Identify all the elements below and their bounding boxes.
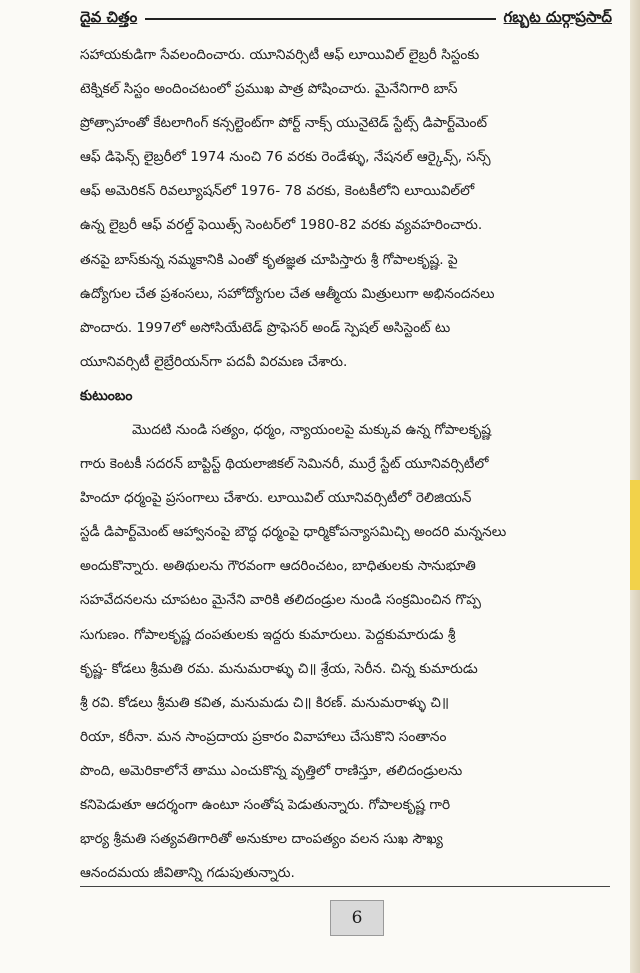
header-author: గబ్బట దుర్గాప్రసాద్ [503, 8, 612, 26]
section-heading-family: కుటుంబం [80, 387, 133, 404]
text-line: ఆనందమయ జీవితాన్ని గడుపుతున్నారు. [80, 865, 295, 882]
text-line: ఆఫ్ డిఫెన్స్ లైబ్రరీలో 1974 నుంచి 76 వరకు రెండేళ్ళు, నేషనల్ ఆర్కైవ్స్, సన్స్ [80, 149, 491, 166]
paragraph-family [80, 413, 612, 890]
text-line: ప్రోత్సాహంతో కేటలాగింగ్ కన్సల్టెంట్‌గా పోర్ట్ నాక్స్ యునైటెడ్ స్టేట్స్ డిపార్ట్‌మెంట్ [80, 115, 488, 132]
footer-rule [80, 886, 610, 887]
text-line: అందుకొన్నారు. అతిథులను గౌరవంగా ఆదరించటం, బాధితులకు సానుభూతి [80, 558, 476, 575]
text-line: కనిపెడుతూ ఆదర్శంగా ఉంటూ సంతోష పెడుతున్నారు. గోపాలకృష్ణ గారి [80, 796, 451, 813]
text-line: టెక్నికల్ సిస్టం అందించటంలో ప్రముఖ పాత్ర పోషించారు. మైనేనిగారి బాస్ [80, 81, 458, 98]
page-body [80, 38, 612, 890]
running-header [80, 4, 612, 34]
text-line: హిందూ ధర్మంపై ప్రసంగాలు చేశారు. లూయివిల్ యూనివర్సిటీలో రెలిజియన్ [80, 490, 472, 507]
text-line: మొదటి నుండి సత్యం, ధర్మం, న్యాయంలపై మక్కువ ఉన్న గోపాలకృష్ణ [132, 421, 491, 438]
text-line: శ్రీ రవి. కోడలు శ్రీమతి కవిత, మనుమడు చి॥ కిరణ్. మనుమరాళ్ళు చి॥ [80, 694, 450, 711]
header-rule [145, 18, 495, 20]
text-line: సుగుణం. గోపాలకృష్ణ దంపతులకు ఇద్దరు కుమారులు. పెద్దకుమారుడు శ్రీ [80, 626, 456, 643]
paragraph-career [80, 38, 612, 379]
text-line: స్టడీ డిపార్ట్‌మెంట్ ఆహ్వానంపై బౌద్ధ ధర్మంపై ధార్మికోపన్యాసమిచ్చి అందరి మన్ననలు [80, 524, 507, 541]
header-book-title: దైవ చిత్తం [80, 8, 138, 26]
text-line: ఉద్యోగుల చేత ప్రశంసలు, సహోద్యోగుల చేత ఆత్మీయ మిత్రులుగా అభినందనలు [80, 285, 495, 302]
text-line: సహవేదనలను చూపటం మైనేని వారికి తలిదండ్రుల నుండి సంక్రమించిన గొప్ప [80, 592, 481, 609]
text-line: యూనివర్సిటీ లైబ్రేరియన్‌గా పదవీ విరమణ చేశారు. [80, 353, 348, 370]
page-tab-marker [630, 480, 640, 590]
text-line: ఉన్న లైబ్రరీ ఆఫ్ వరల్డ్ ఫెయిత్స్ సెంటర్‌లో 1980-82 వరకు వ్యవహరించారు. [80, 217, 483, 234]
text-line: రియా, కరీనా. మన సాంప్రదాయ ప్రకారం వివాహాలు చేసుకొని సంతానం [80, 728, 447, 745]
text-line: పొందారు. 1997లో అసోసియేటెడ్ ప్రొఫెసర్ అండ్ స్పెషల్ అసిస్టెంట్ టు [80, 319, 451, 336]
page-number: 6 [330, 900, 384, 936]
text-line: తనపై బాస్‌కున్న నమ్మకానికి ఎంతో కృతజ్ఞత చూపిస్తారు శ్రీ గోపాలకృష్ణ. పై [80, 251, 458, 268]
text-line: పొంది, అమెరికాలోనే తాము ఎంచుకొన్న వృత్తిలో రాణిస్తూ, తలిదండ్రులను [80, 762, 463, 779]
text-line: కృష్ణ- కోడలు శ్రీమతి రమ. మనుమరాళ్ళు చి॥ శ్రేయ, సెరీన. చిన్న కుమారుడు [80, 660, 478, 677]
text-line: గారు కెంటకీ సదరన్ బాప్టిస్ట్ థియలాజికల్ సెమినరీ, ముర్రే స్టేట్ యూనివర్సిటీలో [80, 456, 489, 473]
text-line: సహాయకుడిగా సేవలందించారు. యూనివర్సిటీ ఆఫ్ లూయివిల్ లైబ్రరీ సిస్టంకు [80, 47, 480, 63]
text-line: ఆఫ్ అమెరికన్ రివల్యూషన్‌లో 1976- 78 వరకు, కెంటకీలోని లూయివిల్‌లో [80, 183, 475, 200]
text-line: భార్య శ్రీమతి సత్యవతిగారితో అనుకూల దాంపత్యం వలన సుఖ సౌఖ్య [80, 831, 443, 848]
